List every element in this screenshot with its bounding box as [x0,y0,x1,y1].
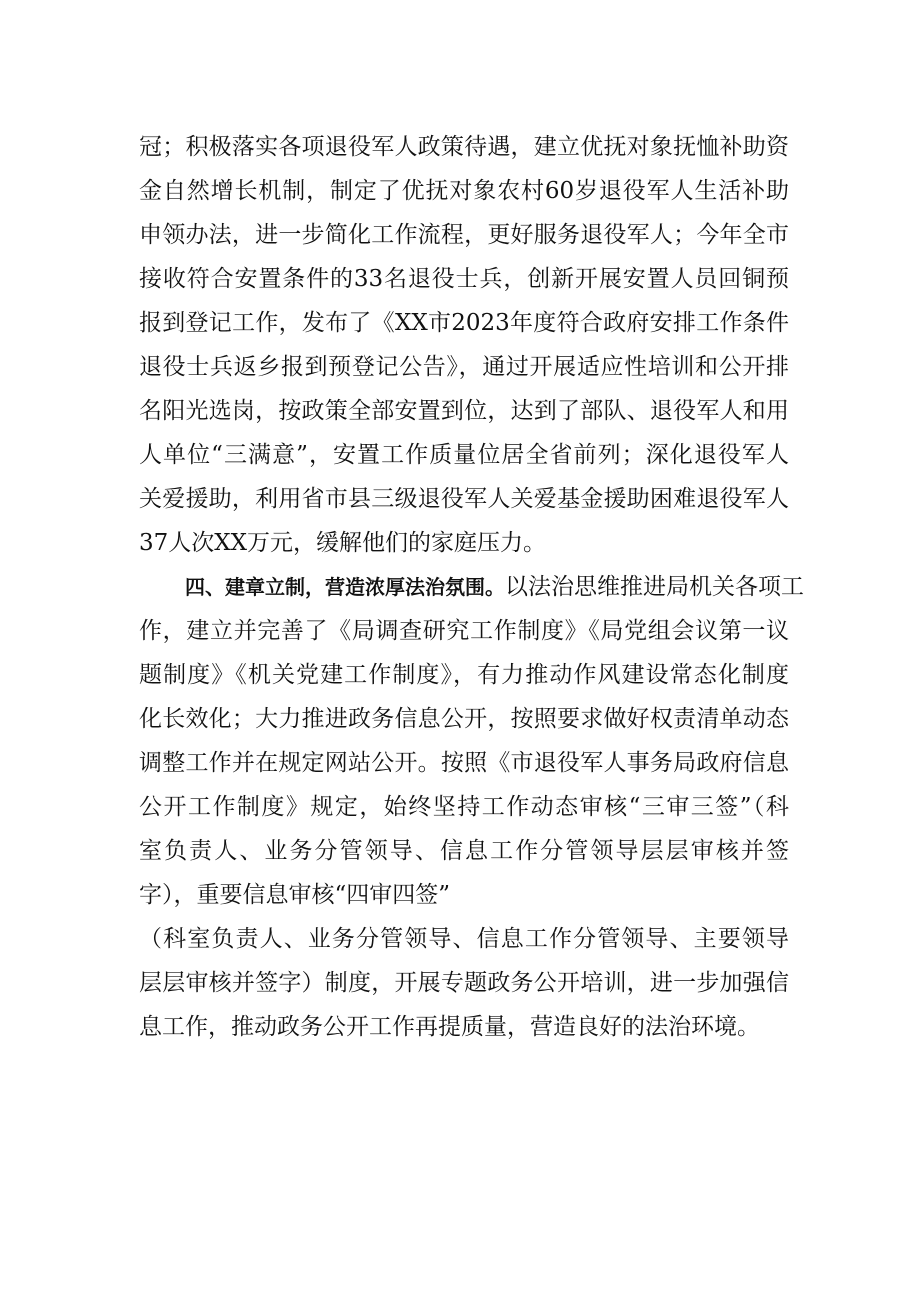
text-line: 调整工作并在规定网站公开。按照《市退役军人事务局政府信息 [139,750,789,776]
text-line: 接收符合安置条件的33名退役士兵，创新开展安置人员回铜预 [139,266,789,292]
text-line: 题制度》《机关党建工作制度》，有力推动作风建设常态化制度 [139,662,789,688]
text-line: 公开工作制度》规定，始终坚持工作动态审核“三审三签”（科 [139,794,789,820]
text-line: 申领办法，进一步简化工作流程，更好服务退役军人；今年全市 [139,222,789,248]
text-line: 室负责人、业务分管领导、信息工作分管领导层层审核并签 [139,838,789,864]
section-heading: 四、建章立制，营造浓厚法治氛围。 [185,575,505,599]
text-line: 字），重要信息审核“四审四签” [139,882,451,908]
section-heading-line [185,565,804,609]
text-line: 退役士兵返乡报到预登记公告》，通过开展适应性培训和公开排 [139,354,789,380]
text-line: （科室负责人、业务分管领导、信息工作分管领导、主要领导 [139,926,789,952]
text-line: 人单位“三满意”，安置工作质量位居全省前列；深化退役军人 [139,442,789,468]
text-line: 层层审核并签字）制度，开展专题政务公开培训，进一步加强信 [139,970,789,996]
text-line: 37人次XX万元，缓解他们的家庭压力。 [139,530,547,556]
text-line: 关爱援助，利用省市县三级退役军人关爱基金援助困难退役军人 [139,486,789,512]
heading-line-text: 以法治思维推进局机关各项工 [505,574,804,600]
text-line: 化长效化；大力推进政务信息公开，按照要求做好权责清单动态 [139,706,789,732]
text-line: 金自然增长机制，制定了优抚对象农村60岁退役军人生活补助 [139,178,789,204]
text-line: 冠；积极落实各项退役军人政策待遇，建立优抚对象抚恤补助资 [139,134,789,160]
text-line: 名阳光选岗，按政策全部安置到位，达到了部队、退役军人和用 [139,398,789,424]
text-line: 报到登记工作，发布了《XX市2023年度符合政府安排工作条件 [139,310,789,336]
text-line: 作，建立并完善了《局调查研究工作制度》《局党组会议第一议 [139,618,789,644]
text-line: 息工作，推动政务公开工作再提质量，营造良好的法治环境。 [139,1014,760,1040]
